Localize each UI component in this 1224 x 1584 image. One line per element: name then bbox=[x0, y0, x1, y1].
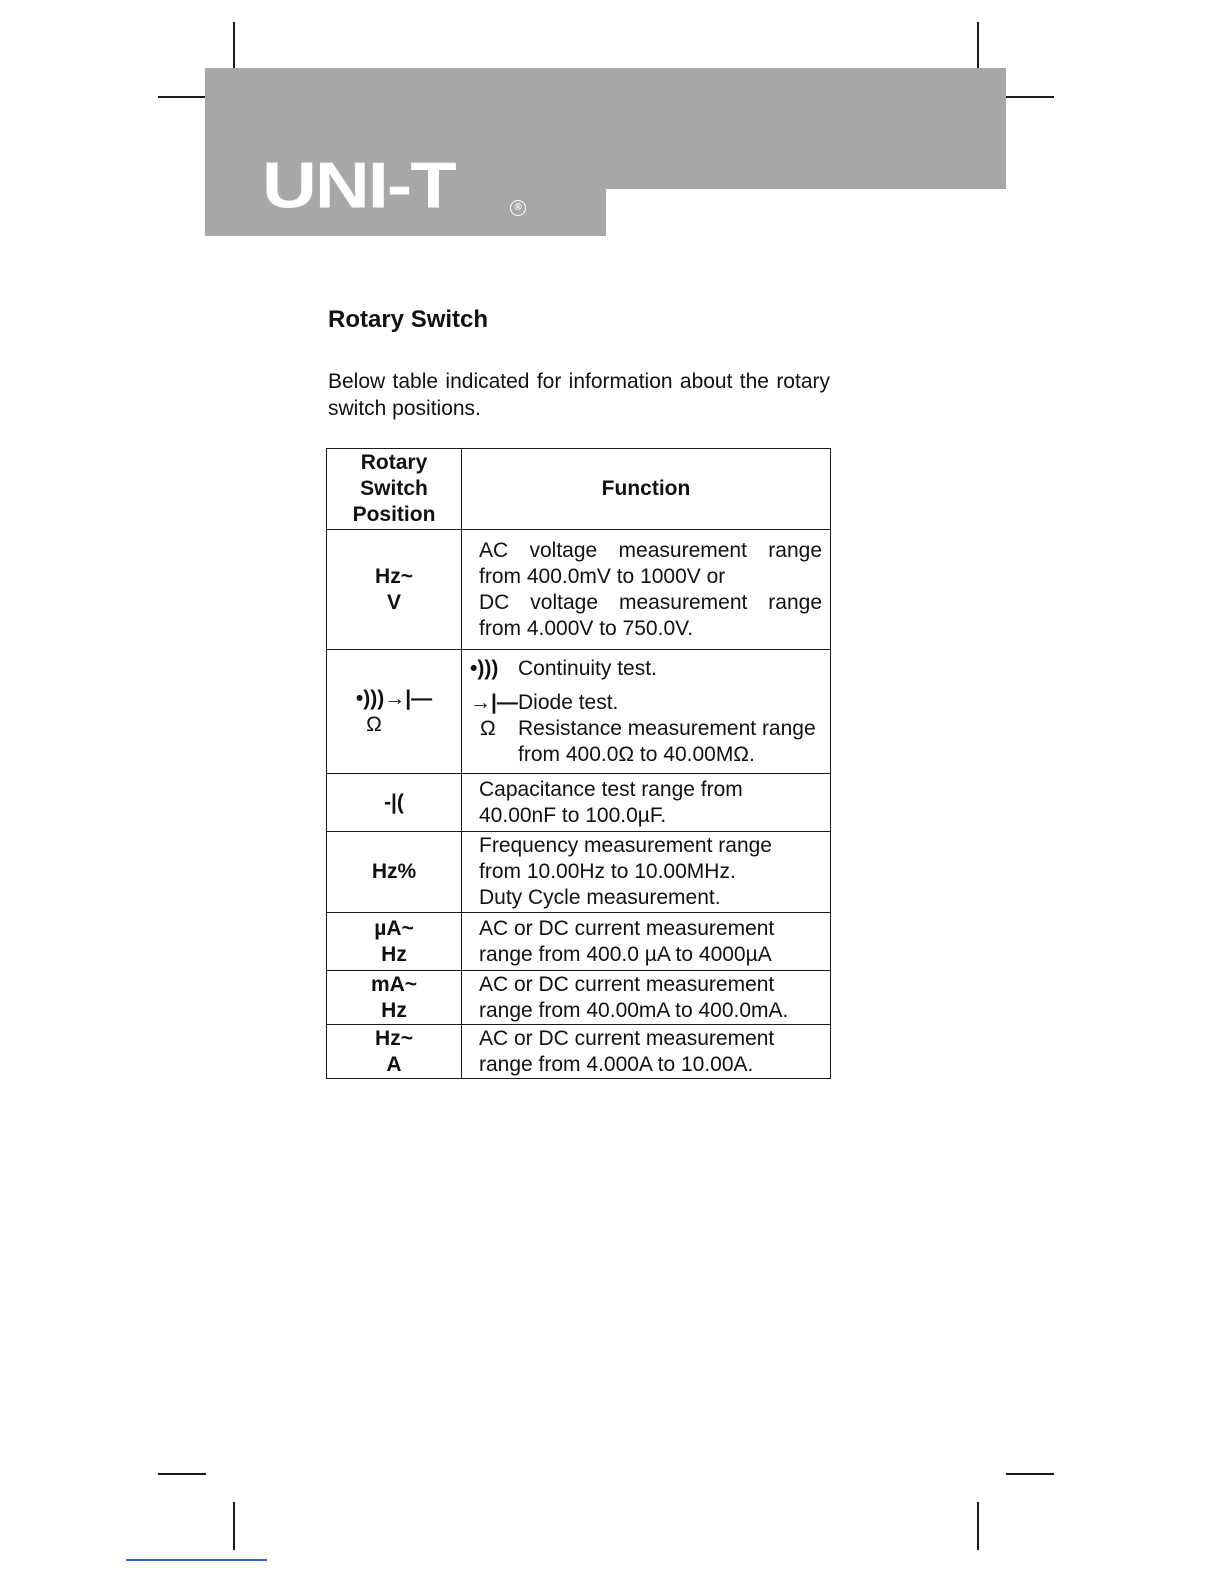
crop-mark bbox=[158, 1473, 206, 1475]
switch-position-milliamp bbox=[327, 971, 462, 1025]
crop-mark bbox=[977, 1502, 979, 1550]
function-subitem bbox=[470, 656, 822, 682]
switch-position-frequency bbox=[327, 832, 462, 913]
position-line: mA~ bbox=[370, 972, 418, 996]
logo-text: UNI-T bbox=[262, 149, 455, 222]
table-row bbox=[327, 774, 831, 832]
function-cell bbox=[462, 971, 831, 1025]
position-line: Hz% bbox=[371, 860, 417, 883]
function-text: Diode test. bbox=[518, 690, 619, 714]
function-line: Capacitance test range from bbox=[479, 777, 743, 801]
function-cell bbox=[462, 530, 831, 650]
section-title: Rotary Switch bbox=[328, 306, 489, 333]
table-row bbox=[327, 1025, 831, 1079]
function-line: AC voltage measurement range bbox=[479, 538, 822, 562]
table-row bbox=[327, 832, 831, 913]
crop-mark bbox=[977, 22, 979, 70]
position-line: Hz bbox=[381, 942, 407, 966]
switch-position-voltage bbox=[327, 530, 462, 650]
table-row bbox=[327, 530, 831, 650]
function-line: from 10.00Hz to 10.00MHz. bbox=[479, 860, 736, 883]
diode-icon: →|— bbox=[470, 690, 518, 714]
capacitor-icon: -|( bbox=[384, 790, 404, 814]
position-line: V bbox=[386, 590, 401, 614]
continuity-icon: •))) bbox=[470, 656, 499, 680]
function-line: AC or DC current measurement bbox=[479, 972, 775, 996]
switch-position-amp bbox=[327, 1025, 462, 1079]
crop-mark bbox=[1006, 96, 1054, 98]
function-line: from 4.000V to 750.0V. bbox=[479, 616, 694, 640]
function-line: range from 4.000A to 10.00A. bbox=[479, 1052, 754, 1076]
column-header-position: Rotary Switch Position bbox=[327, 449, 462, 530]
table-row bbox=[327, 650, 831, 774]
switch-position-capacitance bbox=[327, 774, 462, 832]
function-line: from 400.0mV to 1000V or bbox=[479, 564, 726, 588]
registered-mark-icon: ® bbox=[510, 200, 526, 216]
table-header-row bbox=[327, 449, 831, 530]
function-subitem bbox=[470, 716, 822, 768]
brand-logo bbox=[262, 149, 532, 222]
position-line: A bbox=[386, 1052, 402, 1076]
position-line: Hz~ bbox=[375, 1026, 413, 1050]
intro-paragraph: Below table indicated for information about the rotary switch positions. bbox=[328, 370, 830, 420]
rotary-switch-table bbox=[326, 448, 831, 1079]
crop-mark bbox=[1006, 1473, 1054, 1475]
function-text: Continuity test. bbox=[518, 656, 657, 680]
function-line: 40.00nF to 100.0µF. bbox=[479, 803, 667, 827]
function-text: Resistance measurement range from 400.0Ω to 40.00MΩ. bbox=[518, 716, 816, 766]
function-line: AC or DC current measurement bbox=[479, 916, 775, 940]
function-cell bbox=[462, 913, 831, 971]
function-subitem bbox=[470, 690, 822, 716]
switch-position-microamp bbox=[327, 913, 462, 971]
function-line: AC or DC current measurement bbox=[479, 1026, 775, 1050]
function-cell bbox=[462, 832, 831, 913]
ohm-icon: Ω bbox=[366, 712, 382, 736]
table-row bbox=[327, 971, 831, 1025]
function-cell bbox=[462, 774, 831, 832]
function-line: range from 400.0 µA to 4000µA bbox=[479, 942, 772, 966]
continuity-diode-icon: •)))→|— bbox=[355, 686, 433, 710]
function-line: DC voltage measurement range bbox=[479, 590, 822, 614]
function-line: Duty Cycle measurement. bbox=[479, 886, 721, 909]
crop-mark bbox=[158, 96, 206, 98]
crop-mark bbox=[233, 22, 235, 70]
link-underline bbox=[126, 1559, 267, 1561]
column-header-function: Function bbox=[462, 449, 831, 530]
position-line: Hz~ bbox=[375, 564, 413, 588]
function-cell bbox=[462, 650, 831, 774]
function-line: range from 40.00mA to 400.0mA. bbox=[479, 998, 789, 1022]
crop-mark bbox=[233, 1502, 235, 1550]
position-line: µA~ bbox=[374, 916, 414, 940]
ohm-icon: Ω bbox=[480, 716, 496, 740]
position-line: Hz bbox=[381, 998, 407, 1022]
function-line: Frequency measurement range bbox=[479, 834, 772, 857]
switch-position-continuity-diode-resistance bbox=[327, 650, 462, 774]
table-row bbox=[327, 913, 831, 971]
function-cell bbox=[462, 1025, 831, 1079]
